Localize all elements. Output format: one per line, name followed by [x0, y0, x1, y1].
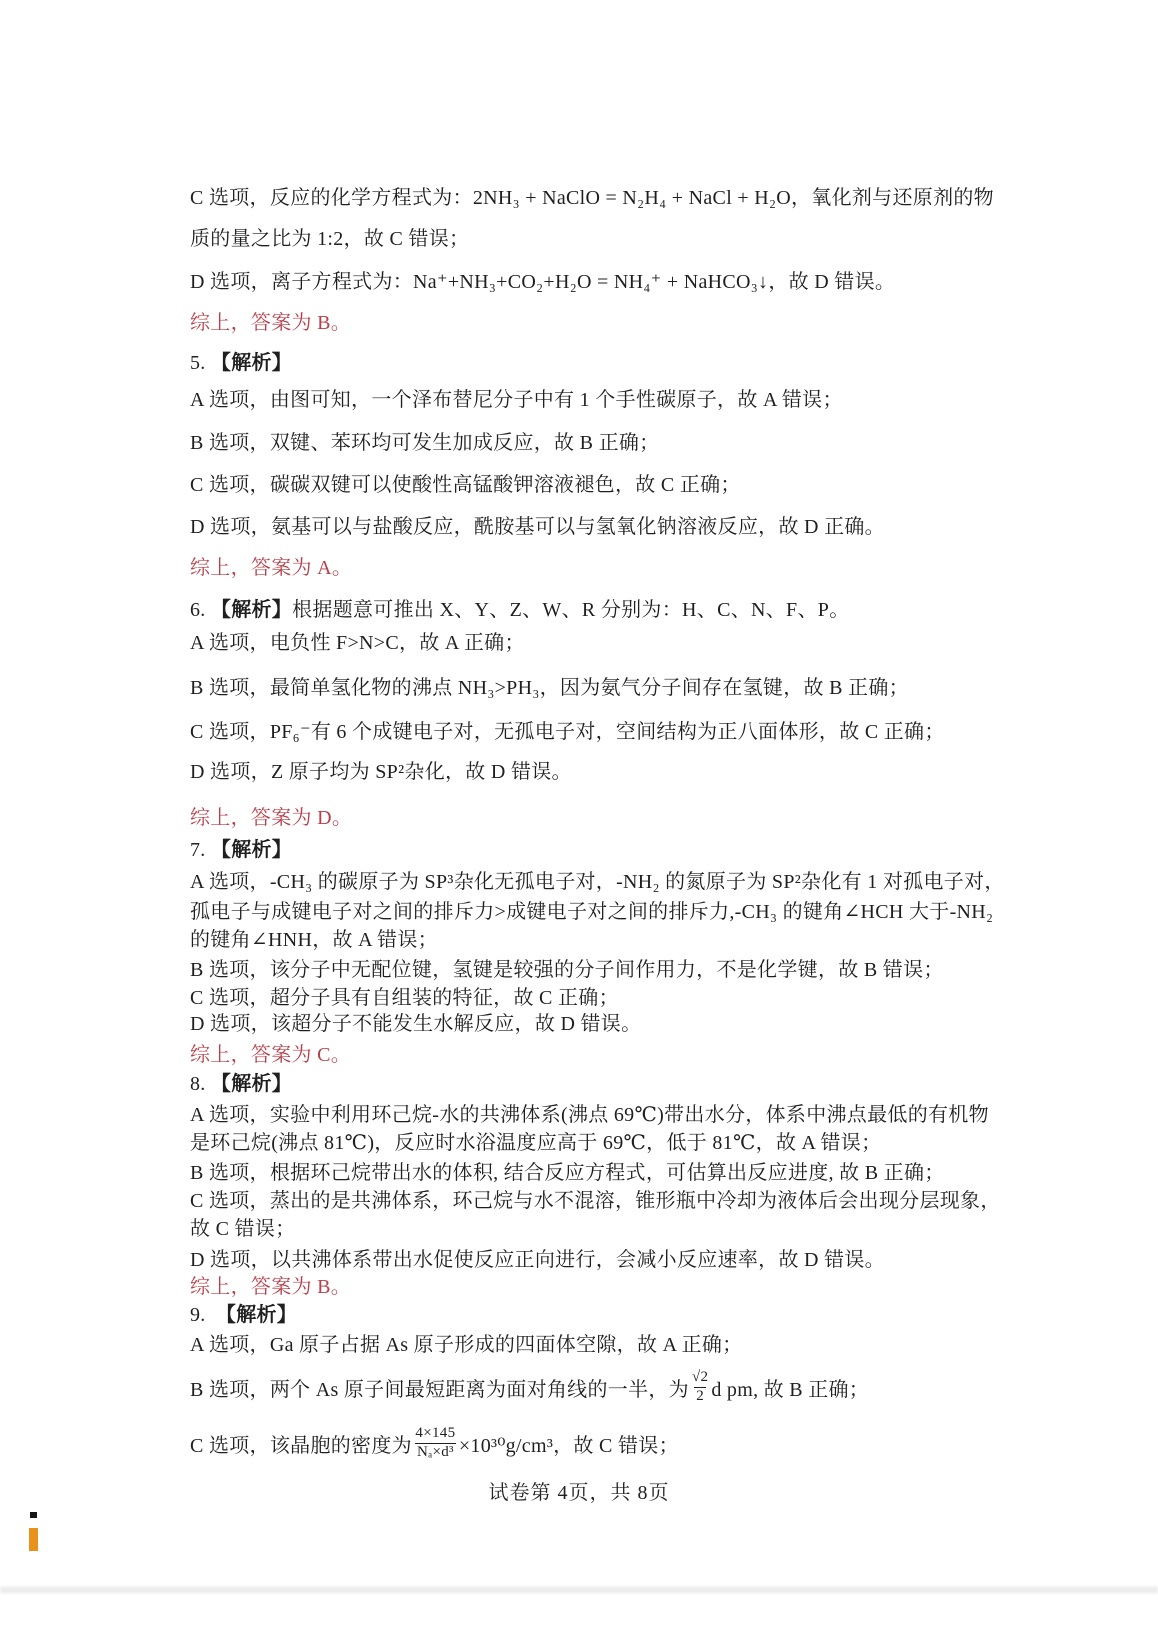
text-line: C 选项，反应的化学方程式为：2NH₃ + NaClO = N₂H₄ + NaCl + H₂O，氧化剂与还原剂的物: [190, 187, 994, 209]
fraction: $\frac{√2}{2}$: [691, 1369, 709, 1404]
text-line: C 选项，PF₆⁻有 6 个成键电子对，无孤电子对，空间结构为正八面体形，故 C 正确；: [190, 721, 945, 743]
section-heading: 9. 【解析】: [190, 1304, 298, 1326]
answer-line: 综上，答案为 C。: [190, 1044, 352, 1066]
section-heading: 8. 【解析】: [190, 1073, 293, 1095]
text-line: C 选项，蒸出的是共沸体系，环己烷与水不混溶，锥形瓶中冷却为液体后会出现分层现象，: [190, 1190, 1001, 1212]
text-line: 的键角∠HNH，故 A 错误；: [190, 929, 438, 951]
text-line: B 选项，双键、苯环均可发生加成反应，故 B 正确；: [190, 432, 660, 454]
page-footer: 试卷第 4页，共 8页: [488, 1482, 670, 1504]
text-line: D 选项，离子方程式为：Na⁺+NH₃+CO₂+H₂O = NH₄⁺ + NaHCO₃↓，故 D 错误。: [190, 271, 896, 293]
text-line: B 选项，该分子中无配位键，氢键是较强的分子间作用力，不是化学键，故 B 错误；: [190, 959, 944, 981]
answer-line: 综上，答案为 D。: [190, 807, 353, 829]
text-line: B 选项，两个 As 原子间最短距离为面对角线的一半，为 $\frac{√2}{2}$ d pm, 故 B 正确；: [190, 1369, 870, 1404]
orange-marker: [29, 1528, 38, 1551]
text-line: C 选项，碳碳双键可以使酸性高锰酸钾溶液褪色，故 C 正确；: [190, 474, 741, 496]
text-line: 是环己烷(沸点 81℃)，反应时水浴温度应高于 69℃，低于 81℃，故 A 错误；: [190, 1132, 882, 1154]
answer-line: 综上，答案为 B。: [190, 312, 352, 334]
text-line: A 选项，由图可知，一个泽布替尼分子中有 1 个手性碳原子，故 A 错误；: [190, 389, 843, 411]
text-line: B 选项，最简单氢化物的沸点 NH₃>PH₃，因为氨气分子间存在氢键，故 B 正确；: [190, 677, 909, 699]
text-line: A 选项，-CH₃ 的碳原子为 SP³杂化无孤电子对，-NH₂ 的氮原子为 SP²杂化有 1 对孤电子对，: [190, 871, 1005, 893]
text-line: D 选项，该超分子不能发生水解反应，故 D 错误。: [190, 1013, 642, 1035]
answer-line: 综上，答案为 B。: [190, 1276, 352, 1298]
text-line: C 选项，超分子具有自组装的特征，故 C 正确；: [190, 987, 619, 1009]
section-heading: 5. 【解析】: [190, 352, 293, 374]
text-line: D 选项，Z 原子均为 SP²杂化，故 D 错误。: [190, 761, 572, 783]
section-heading: 6. 【解析】根据题意可推出 X、Y、Z、W、R 分别为：H、C、N、F、P。: [190, 599, 850, 621]
text-line: A 选项，实验中利用环己烷-水的共沸体系(沸点 69℃)带出水分，体系中沸点最低的有机物: [190, 1104, 989, 1126]
text-line: A 选项，电负性 F>N>C，故 A 正确；: [190, 632, 525, 654]
text-line: A 选项，Ga 原子占据 As 原子形成的四面体空隙，故 A 正确；: [190, 1334, 743, 1356]
text-line: 质的量之比为 1:2，故 C 错误；: [190, 228, 470, 250]
answer-line: 综上，答案为 A。: [190, 557, 353, 579]
text-line: D 选项，以共沸体系带出水促使反应正向进行，会减小反应速率，故 D 错误。: [190, 1249, 885, 1271]
text-line: D 选项，氨基可以与盐酸反应，酰胺基可以与氢氧化钠溶液反应，故 D 正确。: [190, 516, 885, 538]
fraction: $\frac{4\times 145}{\text{Nₐ×d³}}$: [415, 1425, 456, 1460]
text-line: B 选项，根据环己烷带出水的体积, 结合反应方程式，可估算出反应进度, 故 B 正确；: [190, 1162, 945, 1184]
section-heading: 7. 【解析】: [190, 839, 293, 861]
text-line: 孤电子与成键电子对之间的排斥力>成键电子对之间的排斥力,-CH₃ 的键角∠HCH 大于-NH₂: [190, 901, 994, 923]
page-corner-dot: [30, 1512, 37, 1518]
text-line: C 选项，该晶胞的密度为 $\frac{4\times 145}{\text{Nₐ×d³}}$ ×10³⁰g/cm³，故 C 错误；: [190, 1425, 679, 1460]
text-line: 故 C 错误；: [190, 1218, 296, 1240]
page-edge-shadow: [0, 1586, 1158, 1594]
